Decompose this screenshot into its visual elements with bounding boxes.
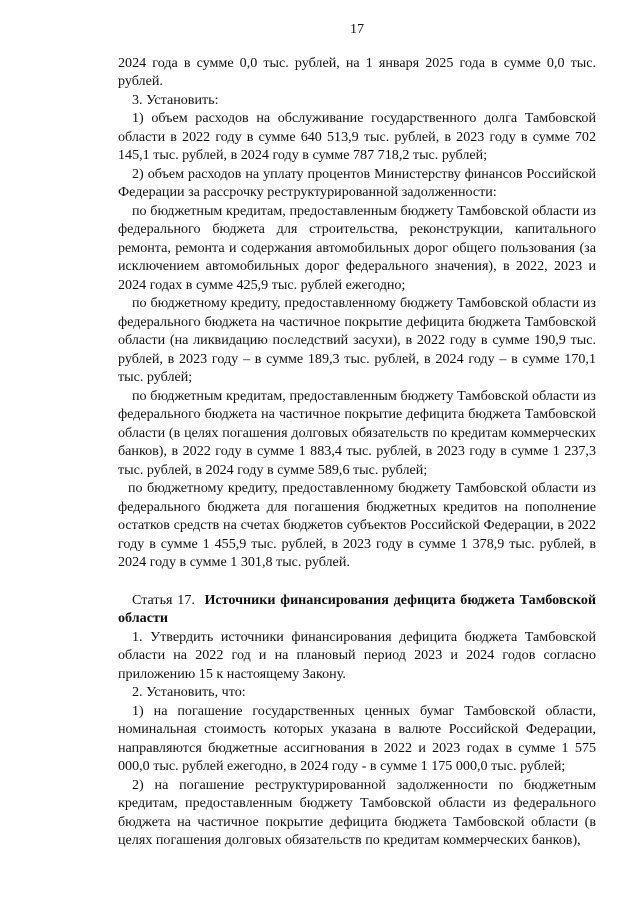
paragraph-bank-debt-credits: по бюджетным кредитам, предоставленным бюджету Тамбовской области из федерального бюджета на частичное покрытие дефицита бюджета Тамбовской области (в целях погашения долговых обязательств по кредитам коммерческих банков), в 2022 году в сумме 1 883,4 тыс. рублей, в 2023 году в сумме 1 237,3 тыс. рублей, в 2024 году в сумме 589,6 тыс. рублей; <box>118 387 596 478</box>
paragraph-drought-credit: по бюджетному кредиту, предоставленному бюджету Тамбовской области из федерального бюджета на частичное покрытие дефицита бюджета Тамбовской области (на ликвидацию последствий засухи), в 2022 году в сумме 190,9 тыс. рублей, в 2023 году – в сумме 189,3 тыс. рублей, в 2024 году – в сумме 170,1 тыс. рублей; <box>118 295 596 385</box>
article-title: Источники финансирования дефицита бюджета Тамбовской области <box>118 591 597 626</box>
paragraph-approve-sources: 1. Утвердить источники финансирования дефицита бюджета Тамбовской области на 2022 год и на плановый период 2023 и 2024 годов согласно приложению 15 к настоящему Закону. <box>118 628 596 682</box>
paragraph-interest-payments: 2) объем расходов на уплату процентов Министерству финансов Российской Федерации за рассрочку реструктурированной задолженности: <box>118 165 596 200</box>
article-heading <box>118 591 596 628</box>
paragraph-securities-repayment: 1) на погашение государственных ценных бумаг Тамбовской области, номинальная стоимость которых указана в валюте Российской Федерации, направляются бюджетные ассигнования в 2022 и 2023 годах в сумме 1 575 000,0 тыс. рублей ежегодно, в 2024 году - в сумме 1 175 000,0 тыс. рублей; <box>118 702 596 774</box>
paragraph-refill-credit: по бюджетному кредиту, предоставленному бюджету Тамбовской области из федерального бюджета для погашения бюджетных кредитов на пополнение остатков средств на счетах бюджетов субъектов Российской Федерации, в 2022 году в сумме 1 455,9 тыс. рублей, в 2023 году в сумме 1 378,9 тыс. рублей, в 2024 году в сумме 1 301,8 тыс. рублей. <box>118 480 596 570</box>
paragraph-road-credits: по бюджетным кредитам, предоставленным бюджету Тамбовской области из федерального бюджета для строительства, реконструкции, капитального ремонта, ремонта и содержания автомобильных дорог общего пользования (за исключением автомобильных дорог федерального значения), в 2022, 2023 и 2024 годах в сумме 425,9 тыс. рублей ежегодно; <box>118 202 596 293</box>
page-number: 17 <box>349 21 365 37</box>
paragraph-item-3: 3. Установить: <box>132 91 219 108</box>
article-label: Статья 17. <box>132 591 195 608</box>
paragraph-establish: 2. Установить, что: <box>132 684 246 700</box>
paragraph-continuation: 2024 года в сумме 0,0 тыс. рублей, на 1 января 2025 года в сумме 0,0 тыс. рублей. <box>118 54 596 89</box>
paragraph-restructured-debt: 2) на погашение реструктурированной задолженности по бюджетным кредитам, предоставленным бюджету Тамбовской области из федерального бюджета на частичное покрытие дефицита бюджета Тамбовской области (в целях погашения долговых обязательств по кредитам коммерческих банков), <box>118 776 596 848</box>
paragraph-debt-service: 1) объем расходов на обслуживание государственного долга Тамбовской области в 2022 году в сумме 640 513,9 тыс. рублей, в 2023 году в сумме 702 145,1 тыс. рублей, в 2024 году в сумме 787 718,2 тыс. рублей; <box>118 110 596 163</box>
